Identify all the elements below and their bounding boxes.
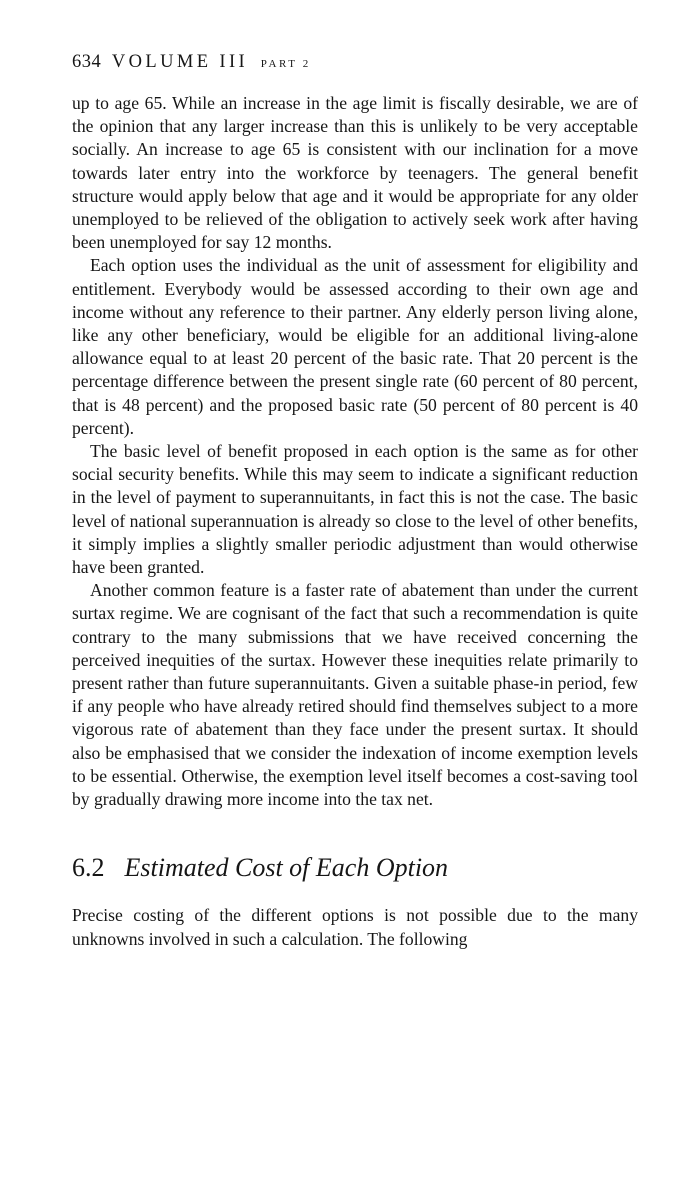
body-text <box>72 92 638 811</box>
running-head <box>72 50 638 74</box>
volume-label: VOLUME III <box>111 52 249 72</box>
paragraph-costing: Precise costing of the different options is not possible due to the many unknowns involved in such a calculation. The following <box>72 905 638 949</box>
page-number: 634 <box>72 52 102 72</box>
section-title: Estimated Cost of Each Option <box>124 853 449 883</box>
paragraph-unit-of-assessment: Each option uses the individual as the unit of assessment for eligibility and entitlement. Everybody would be assessed according to their own age and income without any reference to their partner. Any elderly person living alone, like any other beneficiary, would be eligible for an additional living-alone allowance equal to at least 20 percent of the basic rate. That 20 percent is the percentage difference between the present single rate (60 percent of 80 percent, that is 48 percent) and the proposed basic rate (50 percent of 80 percent is 40 percent). <box>72 255 638 438</box>
paragraph-basic-level: The basic level of benefit proposed in each option is the same as for other social security benefits. While this may seem to indicate a significant reduction in the level of payment to superannuitants, in fact this is not the case. The basic level of national superannuation is already so close to the level of other benefits, it simply implies a slightly smaller periodic adjustment than would otherwise have been granted. <box>72 441 638 578</box>
part-label: PART 2 <box>260 58 311 70</box>
section-heading <box>72 852 638 884</box>
document-page <box>72 50 638 951</box>
paragraph-continued: up to age 65. While an increase in the age limit is fiscally desirable, we are of the opinion that any larger increase than this is unlikely to be very acceptable socially. An increase to age 65 is consistent with our inclination for a move towards later entry into the workforce by teenagers. The general benefit structure would apply below that age and it would be appropriate for any older unemployed to be relieved of the obligation to actively seek work after having been unemployed for say 12 months. <box>72 93 638 253</box>
section-body <box>72 904 638 950</box>
section-number: 6.2 <box>72 853 105 883</box>
paragraph-abatement: Another common feature is a faster rate of abatement than under the current surtax regime. We are cognisant of the fact that such a recommendation is quite contrary to the many submissions that we have received concerning the perceived inequities of the surtax. However these inequities relate primarily to present rather than future superannuitants. Given a suitable phase-in period, few if any people who have already retired should find themselves subject to a more vigorous rate of abatement than they face under the present surtax. It should also be emphasised that we consider the indexation of income exemption levels to be essential. Otherwise, the exemption level itself becomes a cost-saving tool by gradually drawing more income into the tax net. <box>72 580 638 810</box>
